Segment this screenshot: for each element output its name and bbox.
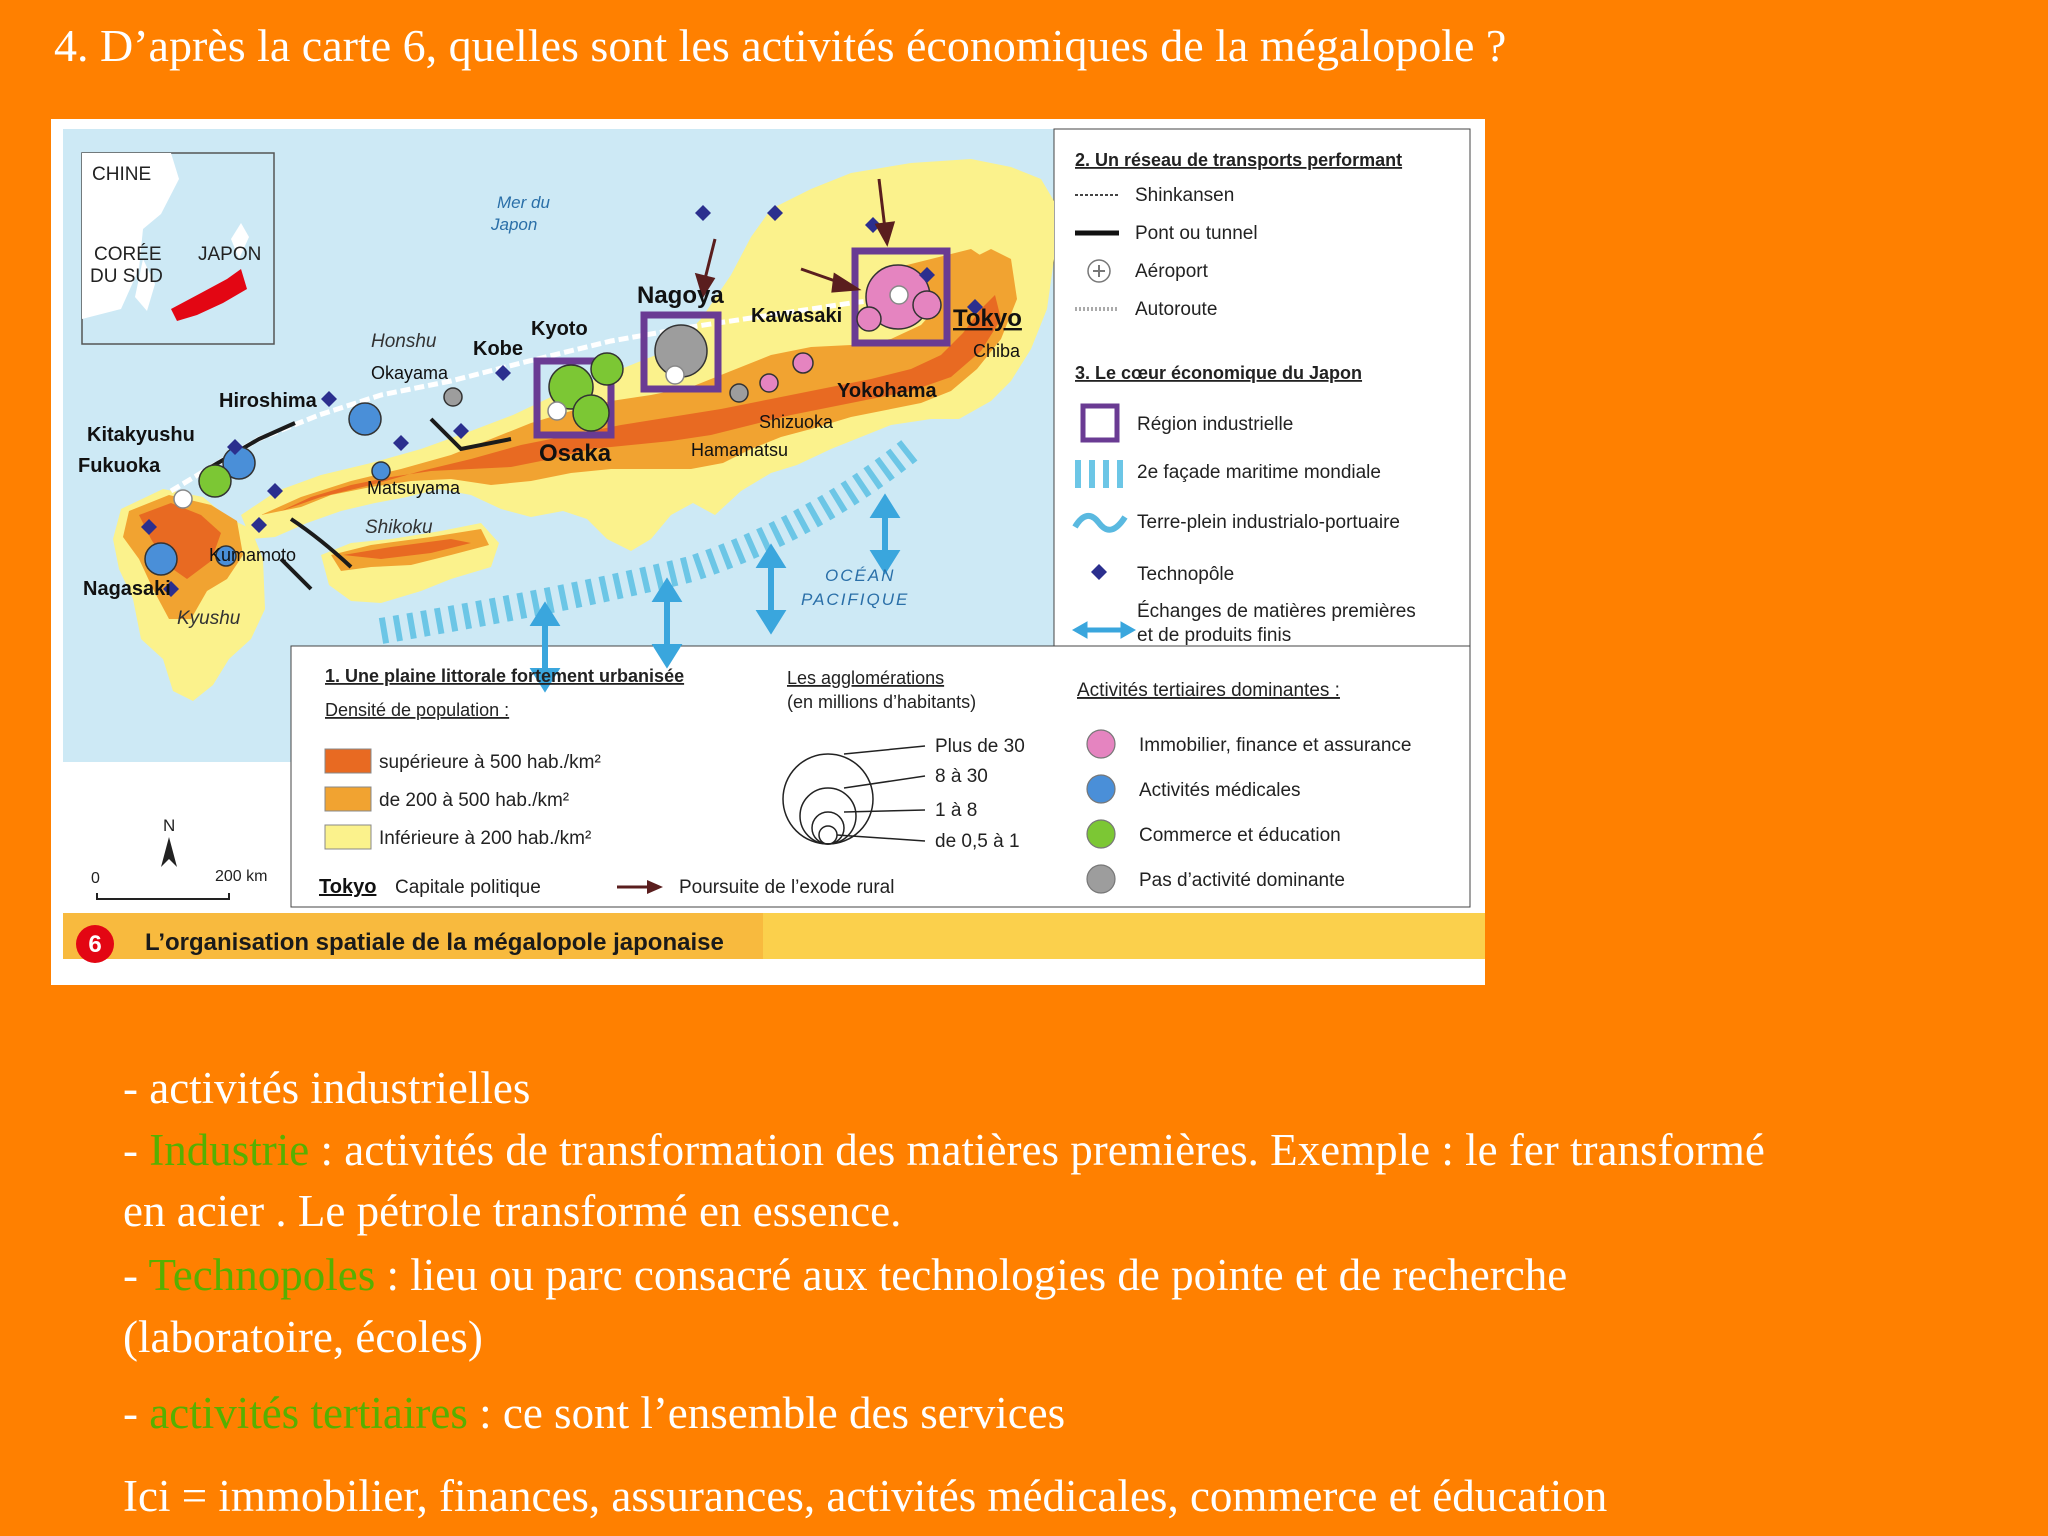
island-kyushu: Kyushu [177,608,241,629]
density-swatch-2 [325,825,371,849]
map-figure [51,119,1485,985]
city-matsuyama: Matsuyama [367,478,461,498]
legend-facade: 2e façade maritime mondiale [1137,462,1381,483]
tertiary-label-0: Immobilier, finance et assurance [1139,735,1412,756]
agglo-kyoto [591,353,623,385]
dash: - [123,1250,149,1300]
term-tertiaires: activités tertiaires [149,1388,468,1438]
definition-industrie: : activités de transformation des matières premières. Exemple : le fer transformé [309,1125,1765,1175]
agglo-fukuoka [199,465,231,497]
tertiary-swatch-0 [1087,730,1115,758]
city-kawasaki: Kawasaki [751,305,843,327]
legend-density-title: 1. Une plaine littorale fortement urbanisée [325,666,685,686]
japan-map [51,119,1485,985]
city-kitakyushu: Kitakyushu [87,424,195,446]
answer-line-2 [123,1120,1765,1180]
city-tokyo: Tokyo [953,305,1022,332]
question-heading: 4. D’après la carte 6, quelles sont les activités économiques de la mégalopole ? [54,20,1507,71]
answer-line-4 [123,1245,1567,1305]
tertiary-swatch-1 [1087,775,1115,803]
legend-density-subtitle: Densité de population : [325,700,510,720]
capital-name: Tokyo [319,876,377,898]
city-kobe: Kobe [473,338,523,360]
definition-technopoles: : lieu ou parc consacré aux technologies de pointe et de recherche [375,1250,1568,1300]
agglo-size-label-3: de 0,5 à 1 [935,831,1020,852]
tertiary-label-3: Pas d’activité dominante [1139,870,1345,891]
city-shizuoka: Shizuoka [759,412,834,432]
definition-tertiaires: : ce sont l’ensemble des services [467,1388,1066,1438]
legend-airport: Aéroport [1135,261,1208,282]
city-chiba: Chiba [973,341,1021,361]
agglo-size-label-2: 1 à 8 [935,800,978,821]
answer-line-5: (laboratoire, écoles) [123,1312,483,1362]
exode-label: Poursuite de l’exode rural [679,877,895,898]
agglo-kobe [573,395,609,431]
tertiary-swatch-2 [1087,820,1115,848]
answer-line-7: Ici = immobilier, finances, assurances, activités médicales, commerce et éducation [123,1471,1608,1521]
answer-line-3: en acier . Le pétrole transformé en essence. [123,1186,902,1236]
density-swatch-1 [325,787,371,811]
capital-label: Capitale politique [395,877,541,898]
legend-transport-title: 2. Un réseau de transports performant [1075,150,1403,170]
dash: - [123,1125,150,1175]
city-osaka: Osaka [539,440,612,467]
tertiary-label-2: Commerce et éducation [1139,825,1341,846]
tertiary-swatch-3 [1087,865,1115,893]
sea-japan-2: Japon [491,215,538,234]
inset-label-china: CHINE [92,164,152,185]
agglo-yokohama [857,307,881,331]
city-fukuoka: Fukuoka [78,455,161,477]
agglo-chiba [913,291,941,319]
dash: - [123,1388,150,1438]
agglo-okayama [444,388,462,406]
legend-industrial: Région industrielle [1137,414,1294,435]
inset-label-korea-1: CORÉE [94,244,162,265]
ocean-label-2: PACIFIQUE [801,590,910,609]
legend-tertiary-title: Activités tertiaires dominantes : [1077,680,1340,701]
legend-core-title: 3. Le cœur économique du Japon [1075,363,1363,383]
legend-shinkansen: Shinkansen [1135,185,1235,206]
inset-map [82,153,274,344]
city-nagoya: Nagoya [637,282,724,309]
agglo-hamamatsu [760,374,778,392]
figure-number: 6 [88,931,102,958]
density-label-1: de 200 à 500 hab./km² [379,790,570,811]
legend-terreplein: Terre-plein industrialo-portuaire [1137,512,1400,533]
agglo-size-label-0: Plus de 30 [935,736,1025,757]
island-shikoku: Shikoku [365,517,433,538]
legend-technopole: Technopôle [1137,564,1235,585]
tertiary-label-1: Activités médicales [1139,780,1301,801]
city-nagasaki: Nagasaki [83,578,171,600]
city-kyoto: Kyoto [531,318,588,340]
agglo-kawasaki [793,353,813,373]
agglo-hiroshima [349,403,381,435]
sea-japan-1: Mer du [497,193,550,212]
scale-zero: 0 [91,870,100,887]
scale-bar [97,893,229,899]
city-hamamatsu: Hamamatsu [691,440,789,460]
ocean-label-1: OCÉAN [825,566,896,585]
density-legend [325,749,601,849]
term-industrie: Industrie [149,1125,310,1175]
answer-line-6 [123,1383,1065,1443]
legend-bridge: Pont ou tunnel [1135,223,1258,244]
agglo-shizuoka [730,384,748,402]
legend-highway: Autoroute [1135,299,1218,320]
inset-label-korea-2: DU SUD [90,266,163,287]
legend-exchange-2: et de produits finis [1137,625,1292,646]
term-technopoles: Technopoles [148,1250,376,1300]
city-okayama: Okayama [371,363,449,383]
legend-agglo-title: Les agglomérations [787,668,945,688]
north-label: N [163,816,176,835]
city-hiroshima: Hiroshima [219,390,317,412]
island-honshu: Honshu [371,331,437,352]
agglo-size-label-1: 8 à 30 [935,766,988,787]
inset-label-japan: JAPON [198,244,262,265]
legend-agglo-subtitle: (en millions d’habitants) [787,692,977,712]
density-label-2: Inférieure à 200 hab./km² [379,828,592,849]
north-arrow-icon [161,837,177,867]
figure-title: L’organisation spatiale de la mégalopole japonaise [145,929,724,956]
density-label-0: supérieure à 500 hab./km² [379,752,601,773]
agglo-nagasaki [145,543,177,575]
city-yokohama: Yokohama [837,380,937,402]
answer-line-1: - activités industrielles [123,1063,531,1113]
scale-label: 200 km [215,868,268,885]
density-swatch-0 [325,749,371,773]
legend-exchange-1: Échanges de matières premières [1137,601,1416,622]
city-kumamoto: Kumamoto [209,545,297,565]
